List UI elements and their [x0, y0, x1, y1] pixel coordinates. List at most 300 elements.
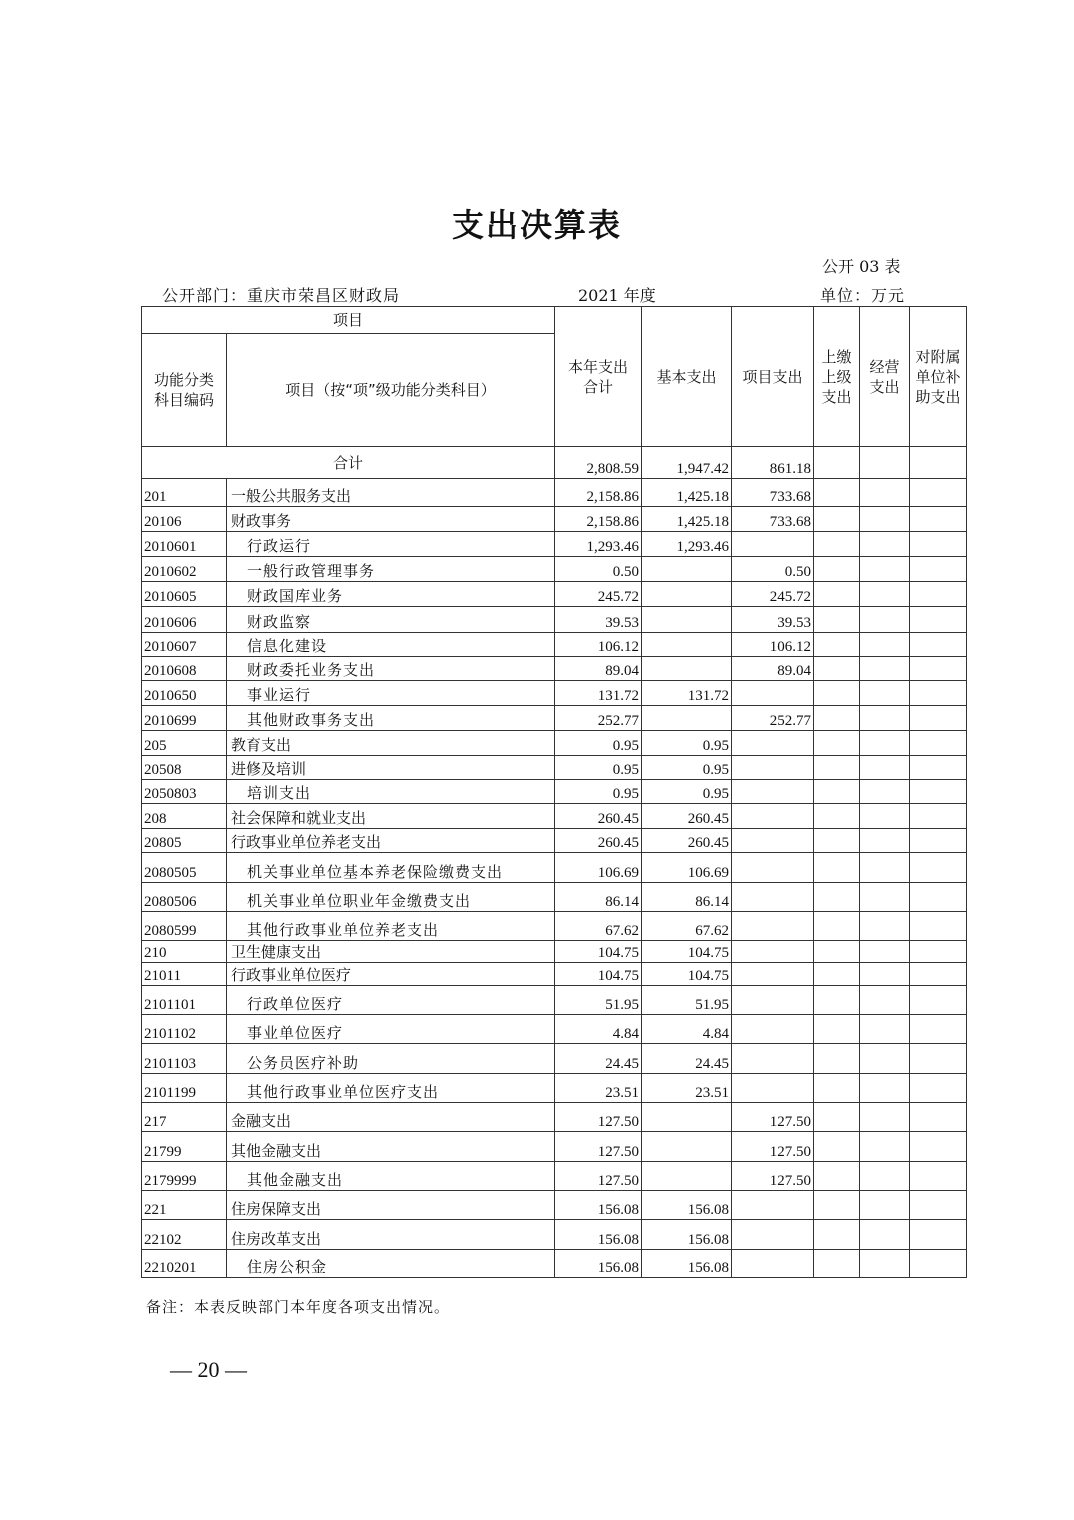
remit-cell — [814, 1132, 860, 1162]
business-cell — [860, 1074, 910, 1103]
total-total: 2,808.59 — [555, 447, 642, 479]
basic-cell: 0.95 — [642, 756, 732, 780]
basic-cell: 104.75 — [642, 941, 732, 963]
business-cell — [860, 1250, 910, 1278]
remit-cell — [814, 1250, 860, 1278]
basic-cell — [642, 1103, 732, 1132]
business-cell — [860, 912, 910, 941]
item-name-cell: 其他行政事业单位医疗支出 — [227, 1074, 555, 1103]
project-cell — [732, 963, 814, 986]
project-cell — [732, 853, 814, 883]
total-cell: 131.72 — [555, 681, 642, 706]
code-cell: 2010606 — [142, 607, 227, 633]
header-business — [860, 307, 910, 447]
header-total-text: 本年支出合计 — [568, 357, 629, 396]
total-cell: 2,158.86 — [555, 507, 642, 532]
total-cell: 0.95 — [555, 756, 642, 780]
remit-cell — [814, 804, 860, 829]
basic-cell: 24.45 — [642, 1044, 732, 1074]
code-cell: 2010608 — [142, 657, 227, 681]
fiscal-year: 2021 年度 — [578, 286, 656, 305]
code-cell: 2010650 — [142, 681, 227, 706]
item-name-cell: 进修及培训 — [227, 756, 555, 780]
item-name-cell: 公务员医疗补助 — [227, 1044, 555, 1074]
item-name-cell: 住房保障支出 — [227, 1191, 555, 1220]
total-cell: 67.62 — [555, 912, 642, 941]
code-cell: 2080506 — [142, 883, 227, 912]
header-remit — [814, 307, 860, 447]
subsidy-cell — [910, 582, 967, 607]
project-cell — [732, 532, 814, 557]
project-cell: 127.50 — [732, 1162, 814, 1191]
project-cell — [732, 1044, 814, 1074]
basic-cell — [642, 582, 732, 607]
table-row — [142, 532, 967, 557]
table-row — [142, 804, 967, 829]
code-cell: 22102 — [142, 1220, 227, 1250]
business-cell — [860, 804, 910, 829]
project-cell — [732, 1191, 814, 1220]
subsidy-cell — [910, 1103, 967, 1132]
item-name-cell: 其他行政事业单位养老支出 — [227, 912, 555, 941]
remit-cell — [814, 582, 860, 607]
remit-cell — [814, 681, 860, 706]
item-name-cell: 行政事业单位医疗 — [227, 963, 555, 986]
code-cell: 2010607 — [142, 633, 227, 657]
item-name-cell: 其他金融支出 — [227, 1132, 555, 1162]
total-cell: 0.95 — [555, 731, 642, 756]
code-cell: 21799 — [142, 1132, 227, 1162]
total-subsidy — [910, 447, 967, 479]
subsidy-cell — [910, 756, 967, 780]
project-cell — [732, 780, 814, 804]
subsidy-cell — [910, 986, 967, 1015]
total-label: 合计 — [142, 447, 555, 479]
subsidy-cell — [910, 941, 967, 963]
basic-cell — [642, 633, 732, 657]
total-cell: 0.50 — [555, 557, 642, 582]
item-name-cell: 财政委托业务支出 — [227, 657, 555, 681]
code-cell: 2210201 — [142, 1250, 227, 1278]
business-cell — [860, 1162, 910, 1191]
total-cell: 252.77 — [555, 706, 642, 731]
total-cell: 24.45 — [555, 1044, 642, 1074]
basic-cell: 104.75 — [642, 963, 732, 986]
code-cell: 2101103 — [142, 1044, 227, 1074]
project-cell — [732, 883, 814, 912]
business-cell — [860, 681, 910, 706]
project-cell — [732, 1220, 814, 1250]
business-cell — [860, 1015, 910, 1044]
total-row — [142, 447, 967, 479]
table-row — [142, 1103, 967, 1132]
table-row — [142, 963, 967, 986]
header-remit-text: 上缴上级支出 — [821, 347, 852, 406]
total-cell: 106.69 — [555, 853, 642, 883]
header-subsidy — [910, 307, 967, 447]
code-cell: 217 — [142, 1103, 227, 1132]
table-row — [142, 1132, 967, 1162]
item-name-cell: 财政事务 — [227, 507, 555, 532]
project-cell: 0.50 — [732, 557, 814, 582]
business-cell — [860, 582, 910, 607]
subsidy-cell — [910, 1250, 967, 1278]
footnote: 备注：本表反映部门本年度各项支出情况。 — [146, 1298, 451, 1316]
business-cell — [860, 706, 910, 731]
table-row — [142, 479, 967, 507]
code-cell: 2101102 — [142, 1015, 227, 1044]
total-cell: 23.51 — [555, 1074, 642, 1103]
table-row — [142, 681, 967, 706]
project-cell — [732, 941, 814, 963]
table-row — [142, 883, 967, 912]
project-cell — [732, 986, 814, 1015]
total-cell: 260.45 — [555, 804, 642, 829]
item-name-cell: 卫生健康支出 — [227, 941, 555, 963]
item-name-cell: 其他财政事务支出 — [227, 706, 555, 731]
table-row — [142, 1074, 967, 1103]
table-row — [142, 1044, 967, 1074]
table-row — [142, 853, 967, 883]
total-cell: 127.50 — [555, 1132, 642, 1162]
code-cell: 21011 — [142, 963, 227, 986]
department-label: 公开部门：重庆市荣昌区财政局 — [162, 286, 401, 305]
table-row — [142, 1250, 967, 1278]
basic-cell: 131.72 — [642, 681, 732, 706]
total-cell: 86.14 — [555, 883, 642, 912]
project-cell: 245.72 — [732, 582, 814, 607]
project-cell — [732, 731, 814, 756]
subsidy-cell — [910, 883, 967, 912]
item-name-cell: 财政监察 — [227, 607, 555, 633]
item-name-cell: 信息化建设 — [227, 633, 555, 657]
business-cell — [860, 883, 910, 912]
project-cell — [732, 1015, 814, 1044]
item-name-cell: 行政单位医疗 — [227, 986, 555, 1015]
table-row — [142, 633, 967, 657]
code-cell: 201 — [142, 479, 227, 507]
code-cell: 2050803 — [142, 780, 227, 804]
expenditure-table — [141, 306, 967, 1278]
business-cell — [860, 1044, 910, 1074]
header-item: 项目（按“项”级功能分类科目） — [227, 334, 555, 447]
code-cell: 2101101 — [142, 986, 227, 1015]
total-cell: 106.12 — [555, 633, 642, 657]
code-cell: 210 — [142, 941, 227, 963]
remit-cell — [814, 780, 860, 804]
total-cell: 260.45 — [555, 829, 642, 853]
remit-cell — [814, 829, 860, 853]
remit-cell — [814, 853, 860, 883]
project-cell — [732, 1250, 814, 1278]
header-project: 项目支出 — [732, 307, 814, 447]
item-name-cell: 一般行政管理事务 — [227, 557, 555, 582]
business-cell — [860, 1191, 910, 1220]
total-cell: 104.75 — [555, 941, 642, 963]
remit-cell — [814, 1015, 860, 1044]
project-cell: 89.04 — [732, 657, 814, 681]
project-cell — [732, 829, 814, 853]
header-basic: 基本支出 — [642, 307, 732, 447]
remit-cell — [814, 963, 860, 986]
subsidy-cell — [910, 963, 967, 986]
subsidy-cell — [910, 1044, 967, 1074]
table-row — [142, 657, 967, 681]
basic-cell: 106.69 — [642, 853, 732, 883]
business-cell — [860, 756, 910, 780]
total-cell: 51.95 — [555, 986, 642, 1015]
remit-cell — [814, 706, 860, 731]
remit-cell — [814, 1220, 860, 1250]
table-row — [142, 780, 967, 804]
total-cell: 89.04 — [555, 657, 642, 681]
item-name-cell: 机关事业单位基本养老保险缴费支出 — [227, 853, 555, 883]
subsidy-cell — [910, 1015, 967, 1044]
project-cell — [732, 756, 814, 780]
header-project-group: 项目 — [142, 307, 555, 334]
header-total — [555, 307, 642, 447]
remit-cell — [814, 532, 860, 557]
code-cell: 208 — [142, 804, 227, 829]
project-cell — [732, 804, 814, 829]
business-cell — [860, 607, 910, 633]
basic-cell: 1,425.18 — [642, 507, 732, 532]
subsidy-cell — [910, 1191, 967, 1220]
code-cell: 2010699 — [142, 706, 227, 731]
remit-cell — [814, 1103, 860, 1132]
code-cell: 2101199 — [142, 1074, 227, 1103]
remit-cell — [814, 941, 860, 963]
basic-cell: 260.45 — [642, 804, 732, 829]
item-name-cell: 一般公共服务支出 — [227, 479, 555, 507]
code-cell: 2080505 — [142, 853, 227, 883]
business-cell — [860, 479, 910, 507]
total-cell: 39.53 — [555, 607, 642, 633]
business-cell — [860, 941, 910, 963]
business-cell — [860, 780, 910, 804]
remit-cell — [814, 883, 860, 912]
project-cell — [732, 681, 814, 706]
code-cell: 2010602 — [142, 557, 227, 582]
basic-cell: 86.14 — [642, 883, 732, 912]
total-cell: 156.08 — [555, 1191, 642, 1220]
item-name-cell: 金融支出 — [227, 1103, 555, 1132]
remit-cell — [814, 479, 860, 507]
basic-cell: 156.08 — [642, 1220, 732, 1250]
subsidy-cell — [910, 780, 967, 804]
remit-cell — [814, 1191, 860, 1220]
total-cell: 245.72 — [555, 582, 642, 607]
basic-cell: 1,293.46 — [642, 532, 732, 557]
item-name-cell: 行政运行 — [227, 532, 555, 557]
remit-cell — [814, 633, 860, 657]
subsidy-cell — [910, 657, 967, 681]
item-name-cell: 事业运行 — [227, 681, 555, 706]
basic-cell: 156.08 — [642, 1250, 732, 1278]
table-row — [142, 1191, 967, 1220]
project-cell: 733.68 — [732, 479, 814, 507]
remit-cell — [814, 1044, 860, 1074]
basic-cell: 260.45 — [642, 829, 732, 853]
code-cell: 20106 — [142, 507, 227, 532]
basic-cell — [642, 657, 732, 681]
business-cell — [860, 507, 910, 532]
code-cell: 2179999 — [142, 1162, 227, 1191]
total-business — [860, 447, 910, 479]
code-cell: 221 — [142, 1191, 227, 1220]
subsidy-cell — [910, 706, 967, 731]
total-cell: 2,158.86 — [555, 479, 642, 507]
total-cell: 127.50 — [555, 1162, 642, 1191]
total-cell: 4.84 — [555, 1015, 642, 1044]
basic-cell — [642, 1162, 732, 1191]
subsidy-cell — [910, 532, 967, 557]
item-name-cell: 行政事业单位养老支出 — [227, 829, 555, 853]
business-cell — [860, 532, 910, 557]
table-row — [142, 756, 967, 780]
subsidy-cell — [910, 1074, 967, 1103]
basic-cell — [642, 557, 732, 582]
total-basic: 1,947.42 — [642, 447, 732, 479]
subsidy-cell — [910, 731, 967, 756]
total-cell: 156.08 — [555, 1250, 642, 1278]
business-cell — [860, 1103, 910, 1132]
remit-cell — [814, 607, 860, 633]
table-row — [142, 941, 967, 963]
total-cell: 0.95 — [555, 780, 642, 804]
basic-cell — [642, 1132, 732, 1162]
item-name-cell: 事业单位医疗 — [227, 1015, 555, 1044]
code-cell: 2010605 — [142, 582, 227, 607]
basic-cell: 4.84 — [642, 1015, 732, 1044]
item-name-cell: 教育支出 — [227, 731, 555, 756]
remit-cell — [814, 507, 860, 532]
subsidy-cell — [910, 557, 967, 582]
basic-cell: 0.95 — [642, 731, 732, 756]
subsidy-cell — [910, 1220, 967, 1250]
table-row — [142, 706, 967, 731]
table-row — [142, 731, 967, 756]
total-project: 861.18 — [732, 447, 814, 479]
subsidy-cell — [910, 607, 967, 633]
basic-cell: 23.51 — [642, 1074, 732, 1103]
table-row — [142, 607, 967, 633]
table-body — [142, 447, 967, 1278]
header-code — [142, 334, 227, 447]
page-title: 支出决算表 — [451, 206, 622, 244]
remit-cell — [814, 1162, 860, 1191]
project-cell — [732, 912, 814, 941]
header-subsidy-text: 对附属单位补助支出 — [915, 347, 961, 406]
basic-cell — [642, 706, 732, 731]
remit-cell — [814, 557, 860, 582]
table-row — [142, 557, 967, 582]
subsidy-cell — [910, 633, 967, 657]
table-row — [142, 1220, 967, 1250]
project-cell: 252.77 — [732, 706, 814, 731]
unit-label: 单位：万元 — [820, 286, 906, 305]
code-cell: 20508 — [142, 756, 227, 780]
project-cell: 127.50 — [732, 1132, 814, 1162]
project-cell: 39.53 — [732, 607, 814, 633]
project-cell: 127.50 — [732, 1103, 814, 1132]
item-name-cell: 社会保障和就业支出 — [227, 804, 555, 829]
subsidy-cell — [910, 853, 967, 883]
header-code-text: 功能分类科目编码 — [153, 371, 214, 409]
table-row — [142, 829, 967, 853]
table-row — [142, 912, 967, 941]
subsidy-cell — [910, 479, 967, 507]
item-name-cell: 财政国库业务 — [227, 582, 555, 607]
business-cell — [860, 731, 910, 756]
remit-cell — [814, 657, 860, 681]
code-cell: 20805 — [142, 829, 227, 853]
remit-cell — [814, 986, 860, 1015]
header-business-text: 经营支出 — [869, 357, 900, 396]
total-remit — [814, 447, 860, 479]
project-cell — [732, 1074, 814, 1103]
form-number: 公开 03 表 — [822, 257, 901, 276]
item-name-cell: 培训支出 — [227, 780, 555, 804]
total-cell: 156.08 — [555, 1220, 642, 1250]
subsidy-cell — [910, 829, 967, 853]
remit-cell — [814, 912, 860, 941]
basic-cell — [642, 607, 732, 633]
subsidy-cell — [910, 1162, 967, 1191]
table-row — [142, 1162, 967, 1191]
total-cell: 104.75 — [555, 963, 642, 986]
page-number: — 20 — — [170, 1357, 247, 1382]
total-cell: 1,293.46 — [555, 532, 642, 557]
basic-cell: 1,425.18 — [642, 479, 732, 507]
basic-cell: 156.08 — [642, 1191, 732, 1220]
subsidy-cell — [910, 507, 967, 532]
project-cell: 106.12 — [732, 633, 814, 657]
subsidy-cell — [910, 681, 967, 706]
business-cell — [860, 986, 910, 1015]
business-cell — [860, 1132, 910, 1162]
code-cell: 2010601 — [142, 532, 227, 557]
remit-cell — [814, 756, 860, 780]
item-name-cell: 住房公积金 — [227, 1250, 555, 1278]
table-row — [142, 1015, 967, 1044]
subsidy-cell — [910, 804, 967, 829]
basic-cell: 67.62 — [642, 912, 732, 941]
item-name-cell: 住房改革支出 — [227, 1220, 555, 1250]
table-row — [142, 507, 967, 532]
business-cell — [860, 657, 910, 681]
code-cell: 205 — [142, 731, 227, 756]
remit-cell — [814, 731, 860, 756]
table-row — [142, 582, 967, 607]
subsidy-cell — [910, 1132, 967, 1162]
business-cell — [860, 829, 910, 853]
subsidy-cell — [910, 912, 967, 941]
basic-cell: 0.95 — [642, 780, 732, 804]
business-cell — [860, 557, 910, 582]
item-name-cell: 其他金融支出 — [227, 1162, 555, 1191]
business-cell — [860, 633, 910, 657]
remit-cell — [814, 1074, 860, 1103]
item-name-cell: 机关事业单位职业年金缴费支出 — [227, 883, 555, 912]
business-cell — [860, 963, 910, 986]
project-cell: 733.68 — [732, 507, 814, 532]
table-row — [142, 986, 967, 1015]
business-cell — [860, 853, 910, 883]
total-cell: 127.50 — [555, 1103, 642, 1132]
business-cell — [860, 1220, 910, 1250]
basic-cell: 51.95 — [642, 986, 732, 1015]
